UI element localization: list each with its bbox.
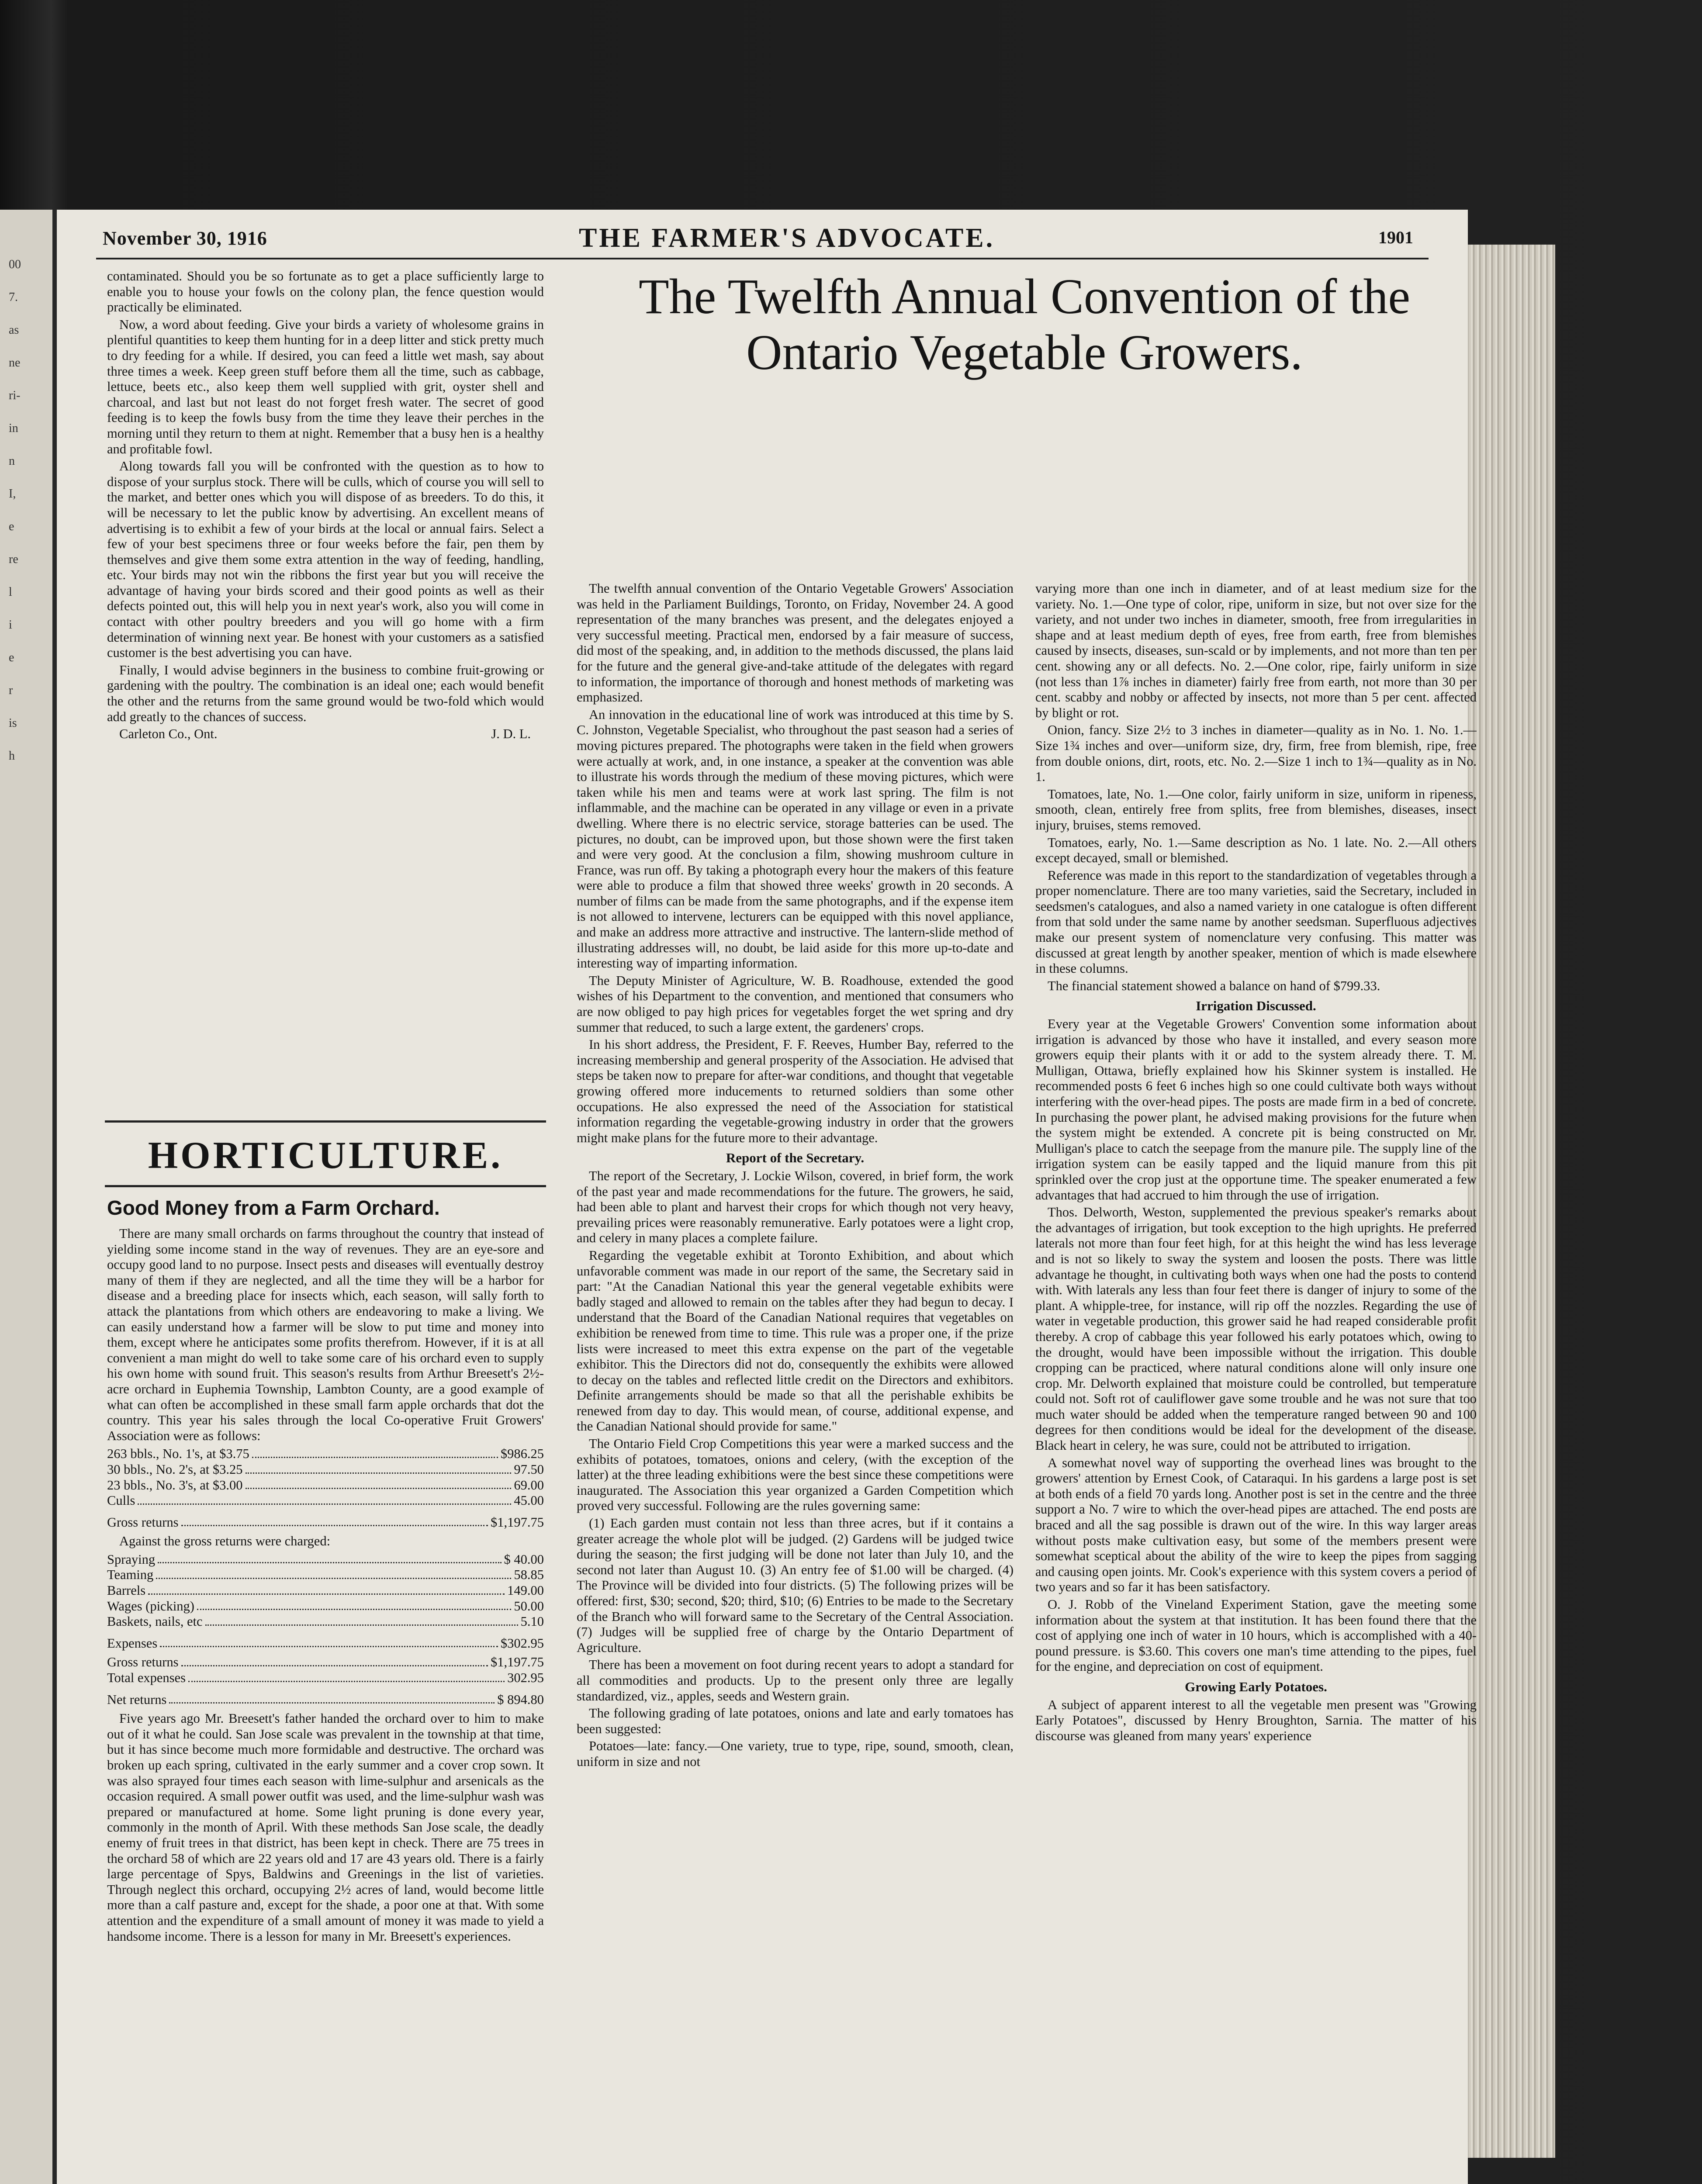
- article-heading: Good Money from a Farm Orchard.: [107, 1196, 440, 1219]
- paragraph: Thos. Delworth, Weston, supplemented the previous speaker's remarks about the advantages of irrigation, but took exception to the high uprights. He preferred laterals not more than four feet high, for at this height the wind has less leverage and is not so likely to sway the system and loosen the posts. There was little advantage he thought, in cultivating both ways when one had the posts to contend with. With laterals any less than four feet there is danger of injury to some of the plant. A whipple-tree, for instance, will rip off the nozzles. Regarding the use of water in vegetable production, this grower said he had reaped considerable profit thereby. A crop of cabbage this year followed his early potatoes which, owing to the drought, would have been impossible without the irrigation. This double cropping can be practiced, where natural conditions alone will only insure one crop. Mr. Delworth explained that moisture could be controlled, but temperature could not. Soft rot of cauliflower gave some trouble and he was not sure that too much water should be added when the temperature ranged between 90 and 100 degrees for then conditions would be ideal for the development of the disease. Black heart in celery, he was sure, could not be attributed to irrigation.: [1035, 1205, 1477, 1453]
- summary-table: [107, 1655, 544, 1707]
- table-row: Total expenses 302.95: [107, 1670, 544, 1686]
- paragraph: Reference was made in this report to the standardization of vegetables through a proper nomenclature. There are too many varieties, said the Secretary, included in seedsmen's catalogues, and also a named variety in one catalogue is often different from that sold under the same name by another seedsman. Superfluous adjectives make our present system of nomenclature very confusing. This matter was discussed at great length by another speaker, mention of which is made elsewhere in these columns.: [1035, 867, 1477, 976]
- page-header: [103, 223, 1457, 258]
- header-rule: [96, 258, 1429, 259]
- table-row: Spraying $ 40.00: [107, 1552, 544, 1567]
- issue-date: November 30, 1916: [103, 228, 267, 249]
- subheading: Report of the Secretary.: [726, 1150, 865, 1166]
- subheading: Irrigation Discussed.: [1196, 998, 1316, 1014]
- signoff-initials: J. D. L.: [491, 726, 531, 742]
- publication-title: THE FARMER'S ADVOCATE.: [579, 223, 995, 253]
- convention-article-column-3: [1035, 581, 1477, 2184]
- paragraph: contaminated. Should you be so fortunate as to get a place sufficiently large to enable you to house your fowls on the colony plan, the fence question would practically be eliminated.: [107, 269, 544, 315]
- paragraph: There has been a movement on foot during recent years to adopt a standard for all commodities and products. Up to the present only three are legally standardized, viz., apples, seeds and Western grain.: [577, 1657, 1014, 1704]
- margin-fragment: i: [9, 618, 12, 632]
- banner-rule: [105, 1185, 546, 1187]
- subheading: Growing Early Potatoes.: [1185, 1679, 1327, 1694]
- paragraph: Finally, I would advise beginners in the business to combine fruit-growing or gardening with the poultry. The combination is an ideal one; each would benefit the other and the returns from the same ground would be two-fold which would add greatly to the chances of success.: [107, 662, 544, 724]
- paragraph: Tomatoes, late, No. 1.—One color, fairly uniform in size, uniform in ripeness, smooth, clean, entirely free from splits, free from blemishes, diseases, insect injury, bruises, stems removed.: [1035, 786, 1477, 833]
- paragraph: Tomatoes, early, No. 1.—Same description as No. 1 late. No. 2.—All others except decayed, small or blemished.: [1035, 835, 1477, 866]
- table-row: 30 bbls., No. 2's, at $3.25 97.50: [107, 1462, 544, 1477]
- table-total-row: Gross returns $1,197.75: [107, 1514, 544, 1530]
- poultry-article-continuation: [107, 269, 544, 1177]
- paragraph: Against the gross returns were charged:: [119, 1534, 331, 1549]
- margin-fragment: re: [9, 553, 18, 566]
- charges-table: [107, 1552, 544, 1652]
- adjacent-page-strip: [0, 210, 52, 2184]
- paragraph: An innovation in the educational line of work was introduced at this time by S. C. Johnston, Vegetable Specialist, who throughout the past season had a series of moving pictures prepared. The photographs were taken in the field when growers were actually at work, and, in one instance, a speaker at the convention was able to illustrate his words through the medium of these moving pictures, which were taken while his men and teams were at work last spring. The film is not inflammable, and the machine can be operated in any village or even in a private dwelling. Where there is no electric service, storage batteries can be used. The pictures, no doubt, can be improved upon, but those shown were the first taken and were very good. At the conclusion a film, showing mushroom culture in France, was run off. By taking a photograph every hour the makers of this feature were able to produce a film that showed three weeks' growth in 20 seconds. A number of films can be made from the same photographs, and if the expense item is not allowed to intervene, lecturers can be equipped with this novel appliance, and make an address more attractive and instructive. The lantern-slide method of illustrating addresses will, no doubt, be laid aside for this more up-to-date and interesting way of imparting information.: [577, 707, 1014, 971]
- newspaper-page: [57, 210, 1477, 2184]
- convention-article-column-2: [577, 581, 1014, 2184]
- margin-fragment: h: [9, 749, 15, 763]
- paragraph: In his short address, the President, F. F. Reeves, Humber Bay, referred to the increasing membership and general prosperity of the Association. He advised that steps be taken now to prepare for after-war conditions, and thought that vegetable growing offered more inducements to returned soldiers than some other occupations. He also expressed the need of the Association for statistical information regarding the vegetable-growing industry in order that the growers might make plans for the future more to their advantage.: [577, 1037, 1014, 1145]
- table-row: 263 bbls., No. 1's, at $3.75 $986.25: [107, 1446, 544, 1462]
- paragraph: Every year at the Vegetable Growers' Convention some information about irrigation is advanced by those who have it installed, and every season more growers equip their plants with it or add to the system already there. T. M. Mulligan, Ottawa, briefly explained how his Skinner system is installed. He recommended posts 6 feet 6 inches high so one could cultivate both ways without interfering with the over-head pipes. The posts are made firm in a bed of concrete. In purchasing the power plant, he advised making provisions for the future when the system might be extended. A concrete pit is being constructed on Mr. Mulligan's place to catch the seepage from the manure pile. The supply line of the irrigation system can be easily tapped and the liquid manure from this pit sprinkled over the crop just at the opportune time. The speaker enumerated a few advantages that had accrued to him through the use of irrigation.: [1035, 1016, 1477, 1203]
- table-total-row: Expenses $302.95: [107, 1635, 544, 1651]
- paragraph: Potatoes—late: fancy.—One variety, true to type, ripe, sound, smooth, clean, uniform in size and not: [577, 1738, 1014, 1769]
- section-heading: HORTICULTURE.: [148, 1134, 503, 1177]
- margin-fragment: 00: [9, 258, 21, 271]
- paragraph: The report of the Secretary, J. Lockie Wilson, covered, in brief form, the work of the past year and made recommendations for the future. The growers, he said, had been able to plant and harvest their crops for which though not very heavy, prevailing prices were reasonably remunerative. Early potatoes were a light crop, and celery in many places a complete failure.: [577, 1168, 1014, 1246]
- paragraph: (1) Each garden must contain not less than three acres, but if it contains a greater acreage the whole plot will be judged. (2) Gardens will be judged twice during the season; the first judging will be done not later than July 10, and the second not later than August 10. (3) An entry fee of $1.00 will be charged. (4) The Province will be divided into four districts. (5) The following prizes will be offered: first, $30; second, $20; third, $10; (6) Entries to be made to the Secretary of the Branch who will forward same to the Secretary of the Central Association. (7) Judges will be supplied free of charge by the Ontario Department of Agriculture.: [577, 1516, 1014, 1655]
- paragraph: A subject of apparent interest to all the vegetable men present was "Growing Early Potatoes", discussed by Henry Broughton, Sarnia. The matter of his discourse was gleaned from many years' experience: [1035, 1697, 1477, 1743]
- paragraph: Five years ago Mr. Breesett's father handed the orchard over to him to make out of it what he could. San Jose scale was prevalent in the township at that time, but it has since become much more formidable and destructive. The orchard was broken up each spring, cultivated in the early summer and a cover crop sown. It was also sprayed four times each season with lime-sulphur and arsenicals as the occasion required. A small power outfit was used, and the lime-sulphur wash was prepared or manufactured at home. Some light pruning is done every year, commonly in the month of April. With these methods San Jose scale, the deadly enemy of fruit trees in that district, has been kept in check. There are 75 trees in the orchard 58 of which are 22 years old and 17 are 43 years old. There is a fairly large percentage of Spys, Baldwins and Greenings in the list of varieties. Through neglect this orchard, occupying 2½ acres of land, would become little more than a calf pasture and, except for the shade, a poor one at that. With some attention and the expenditure of a small amount of money it was made to yield a handsome income. There is a lesson for many in Mr. Breesett's experiences.: [107, 1711, 544, 1944]
- paragraph: There are many small orchards on farms throughout the country that instead of yielding some income stand in the way of revenues. They are an eye-sore and occupy good land to no purpose. Insect pests and diseases will eventually destroy many of them if they are neglected, and all the time they will be a harbor for disease and a breeding place for insects which, each season, will sally forth to attack the plantations from which others are endeavoring to make a living. We can easily understand how a farmer will be slow to put time and money into them, except where he anticipates some profits therefrom. However, if it is at all convenient a man might do well to take some care of his orchard even to supply his own home with sound fruit. This season's results from Arthur Breesett's 2½-acre orchard in Euphemia Township, Lambton County, are a good example of what can often be accomplished in these small farm apple orchards that dot the country. This year his sales through the local Co-operative Fruit Growers' Association were as follows:: [107, 1226, 544, 1443]
- paragraph: The following grading of late potatoes, onions and late and early tomatoes has been suggested:: [577, 1706, 1014, 1736]
- orchard-article: [107, 1195, 544, 2184]
- table-row: Baskets, nails, etc 5.10: [107, 1614, 544, 1629]
- margin-fragment: n: [9, 454, 15, 468]
- margin-fragment: ri-: [9, 389, 21, 402]
- table-row: Culls 45.00: [107, 1493, 544, 1508]
- paragraph: Along towards fall you will be confronted with the question as to how to dispose of your surplus stock. There will be culls, which of course you will sell to the market, and better ones which you will dispose of as breeders. To do this, it will be necessary to let the public know by advertising. An excellent means of advertising is to exhibit a few of your birds at the local or annual fairs. Select a few of your best specimens three or four weeks before the fair, pen them by themselves and give them some extra attention in the way of feeding, handling, etc. Your birds may not win the ribbons the first year but you will receive the advantage of having your birds scored and their good points as well as their defects pointed out, this will help you in next year's work, also you will come in contact with other poultry breeders and you will go home with a firm determination of winning next year. Be honest with your customers as a satisfied customer is the best advertising you can have.: [107, 459, 544, 660]
- table-total-row: Net returns $ 894.80: [107, 1692, 544, 1707]
- margin-fragment: as: [9, 323, 19, 337]
- paragraph: varying more than one inch in diameter, and of at least medium size for the variety. No. 1.—One type of color, ripe, uniform in size, but not over size for the variety, and not under two inches in diameter, smooth, free from irregularities in shape and at least medium depth of eyes, free from earth, free from blemishes caused by insects, diseases, sun-scald or by implements, and not more than ten per cent. showing any or all defects. No. 2.—One color, ripe, fairly uniform in size (not less than 1⅞ inches in diameter) fairly free from earth, not more than 30 per cent. scabby and nobby or affected by insects, not more than 5 per cent. affected by blight or rot.: [1035, 581, 1477, 720]
- article-signoff: [107, 726, 544, 742]
- paragraph: A somewhat novel way of supporting the overhead lines was brought to the growers' attention by Ernest Cook, of Cataraqui. In his gardens a large post is set at both ends of a field 70 yards long. Another post is set in the centre and the three support a No. 7 wire to which the over-head pipes are attached. The end posts are braced and all the sag possible is drawn out of the wire. In this way larger areas without posts make cultivation easy, but some of the members present were somewhat sceptical about the ability of the wire to keep the pipes from sagging and causing open joints. Mr. Cook's experience with this system covers a period of two years and so far it has been satisfactory.: [1035, 1455, 1477, 1595]
- table-row: 23 bbls., No. 3's, at $3.00 69.00: [107, 1477, 544, 1493]
- margin-fragment: e: [9, 651, 14, 664]
- margin-fragment: I,: [9, 487, 16, 501]
- table-row: Barrels 149.00: [107, 1583, 544, 1598]
- paragraph: The Ontario Field Crop Competitions this year were a marked success and the exhibits of potatoes, tomatoes, onions and celery, (with the exception of the latter) at the three leading exhibitions were the best since these competitions were inaugurated. The Association this year organized a Garden Competition which proved very successful. Following are the rules governing same:: [577, 1436, 1014, 1514]
- sales-table: [107, 1446, 544, 1530]
- margin-fragment: r: [9, 684, 13, 697]
- signoff-place: Carleton Co., Ont.: [119, 726, 218, 742]
- paragraph: The financial statement showed a balance on hand of $799.33.: [1048, 978, 1380, 993]
- margin-fragment: e: [9, 520, 14, 533]
- paragraph: Onion, fancy. Size 2½ to 3 inches in diameter—quality as in No. 1. No. 1.—Size 1¾ inches and over—uniform size, dry, firm, free from blemish, ripe, free from double onions, dirt, roots, etc. No. 2.—Size 1 inch to 1¾—quality as in No. 1.: [1035, 722, 1477, 784]
- margin-fragment: l: [9, 585, 12, 599]
- paragraph: The Deputy Minister of Agriculture, W. B. Roadhouse, extended the good wishes of his Department to the convention, and mentioned that consumers who are now obliged to pay high prices for vegetables forget the wet spring and dry summer that reduced, to such a large extent, the gardeners' crops.: [577, 973, 1014, 1035]
- banner-rule: [105, 1120, 546, 1123]
- table-row: Wages (picking) 50.00: [107, 1598, 544, 1614]
- table-row: Teaming 58.85: [107, 1567, 544, 1583]
- paragraph: O. J. Robb of the Vineland Experiment Station, gave the meeting some information about the system at that institution. It has been found there that the cost of applying one inch of water in 10 hours, which is accomplished with a 40-pound pressure. is $3.60. This covers one man's time attending to the pipes, fuel for the engine, and depreciation on cost of equipment.: [1035, 1597, 1477, 1674]
- paragraph: Regarding the vegetable exhibit at Toronto Exhibition, and about which unfavorable comment was made in our report of the same, the Secretary said in part: "At the Canadian National this year the general vegetable exhibits were badly staged and allowed to remain on the tables after they had begun to decay. I understand that the Board of the Canadian National requires that vegetables on exhibition be renewed from time to time. This rule was a proper one, if the prize lists were increased to meet this extra expense on the part of the vegetable exhibitor. This the Directors did not do, consequently the exhibits were allowed to decay on the tables and reflected little credit on the Directors and exhibitors. Definite arrangements should be made so that all the perishable exhibits be renewed from day to day. This would mean, of course, additional expense, and the Canadian National should provide for same.": [577, 1248, 1014, 1434]
- article-headline: The Twelfth Annual Convention of the Ontario Vegetable Growers.: [638, 269, 1411, 380]
- margin-fragment: 7.: [9, 290, 18, 304]
- table-row: Gross returns $1,197.75: [107, 1655, 544, 1670]
- page-number: 1901: [1378, 228, 1413, 247]
- margin-fragment: is: [9, 716, 17, 730]
- paragraph: Now, a word about feeding. Give your birds a variety of wholesome grains in plentiful quantities to keep them hunting for in a deep litter and stick pretty much to dry feeding for a while. If desired, you can feed a little wet mash, say about three times a week. Keep green stuff before them all the time, such as cabbage, lettuce, beets etc., also keep them well supplied with grit, oyster shell and charcoal, and last but not least do not forget fresh water. The secret of good feeding is to keep the fowls busy from the time they leave their perches in the morning until they return to them at night. Remember that a busy hen is a healthy and profitable fowl.: [107, 317, 544, 456]
- section-banner: [105, 1120, 546, 1190]
- margin-fragment: ne: [9, 356, 21, 370]
- paragraph: The twelfth annual convention of the Ontario Vegetable Growers' Association was held in the Parliament Buildings, Toronto, on Friday, November 24. A good representation of the many branches was present, and the delegates enjoyed a very successful meeting. Practical men, endorsed by a fair measure of success, did most of the speaking, and, in addition to the methods discussed, the plans laid for the future and the general give-and-take attitude of the delegates with regard to information, the importance of thorough and honest methods of marketing was emphasized.: [577, 581, 1014, 705]
- margin-fragment: in: [9, 422, 18, 435]
- book-page-edges: [1463, 245, 1555, 2158]
